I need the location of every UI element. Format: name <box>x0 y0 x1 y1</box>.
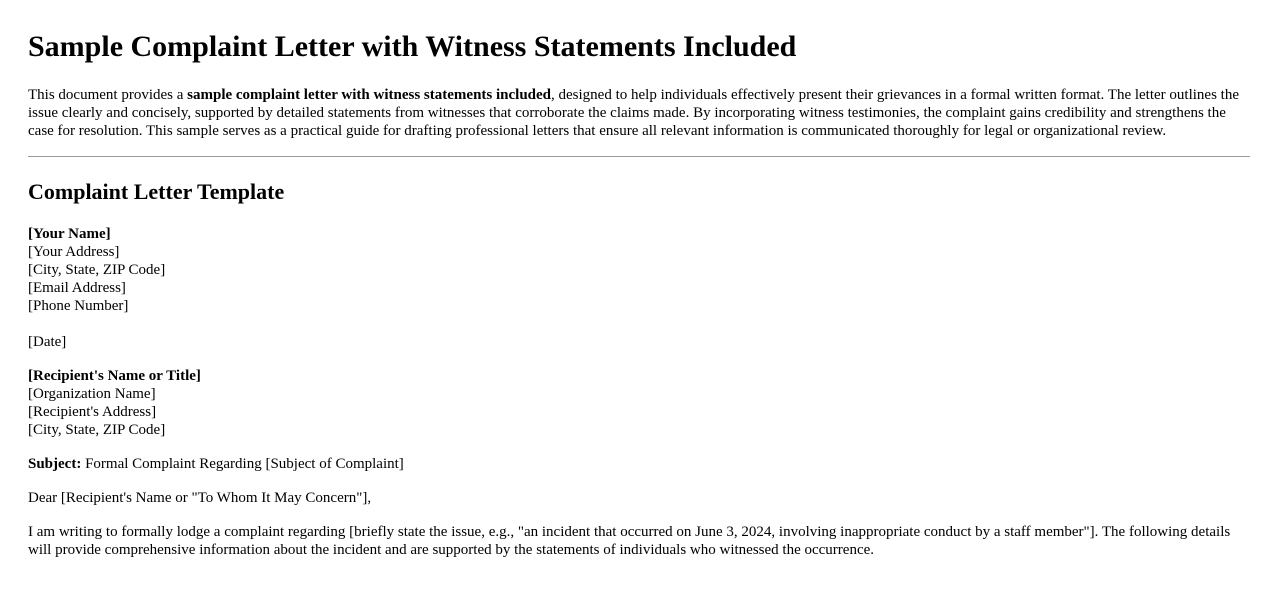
subject-label: Subject: <box>28 456 82 472</box>
sender-city: [City, State, ZIP Code] <box>28 262 166 278</box>
intro-paragraph <box>28 86 1250 140</box>
recipient-organization: [Organization Name] <box>28 386 156 402</box>
subject-line <box>28 455 1250 473</box>
body-paragraph: I am writing to formally lodge a complaint regarding [briefly state the issue, e.g., "an incident that occurred on June 3, 2024, involving inappropriate conduct by a staff member"]. The following details will provide comprehensive information about the incident and are supported by the statements of individuals who witnessed the occurrence. <box>28 524 1231 558</box>
intro-bold-phrase: sample complaint letter with witness statements included <box>187 87 552 103</box>
intro-text-end: , designed to help individuals effectively present their grievances in a formal written format. The letter outlines the issue clearly and concisely, supported by detailed statements from witnesses that corroborate the claims made. By incorporating witness testimonies, the complaint gains credibility and strengthens the case for resolution. This sample serves as a practical guide for drafting professional letters that ensure all relevant information is communicated thoroughly for legal or organizational review. <box>28 87 1239 139</box>
sender-address: [Your Address] <box>28 244 120 260</box>
section-heading: Complaint Letter Template <box>28 179 285 204</box>
salutation: Dear [Recipient's Name or "To Whom It May Concern"], <box>28 490 372 506</box>
sender-phone: [Phone Number] <box>28 298 129 314</box>
recipient-address: [Recipient's Address] <box>28 404 157 420</box>
subject-text: Formal Complaint Regarding [Subject of Complaint] <box>81 456 404 472</box>
sender-email: [Email Address] <box>28 280 126 296</box>
page-title: Sample Complaint Letter with Witness Statements Included <box>28 30 797 63</box>
recipient-block <box>28 367 1250 439</box>
sender-block <box>28 225 1250 315</box>
recipient-name: [Recipient's Name or Title] <box>28 368 201 384</box>
recipient-city: [City, State, ZIP Code] <box>28 422 166 438</box>
section-divider <box>28 156 1250 157</box>
intro-text-start: This document provides a <box>28 87 188 103</box>
sender-name: [Your Name] <box>28 226 111 242</box>
letter-date: [Date] <box>28 334 67 350</box>
